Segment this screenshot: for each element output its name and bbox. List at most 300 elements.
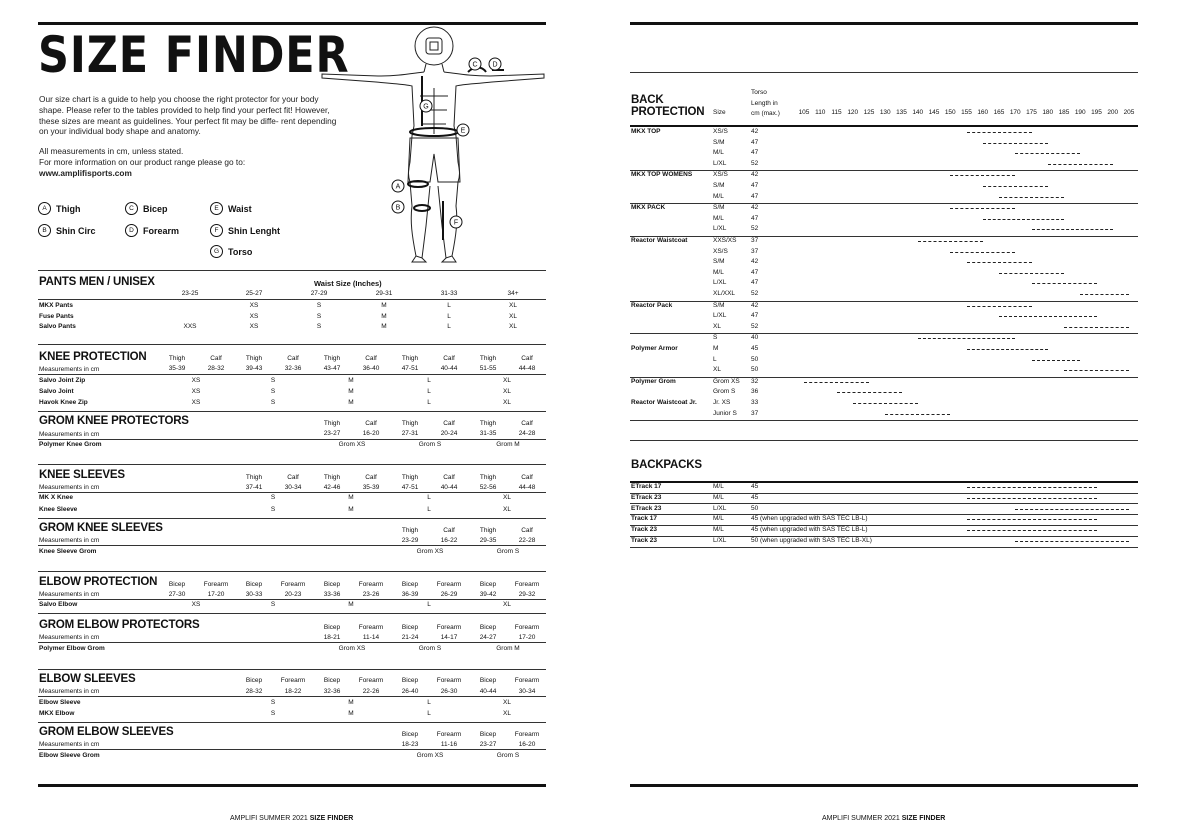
torso-cell: 45: [751, 493, 759, 501]
col-head: Forearm: [358, 624, 384, 631]
size-cell: S: [270, 388, 276, 395]
size-cell: M: [713, 345, 719, 352]
size-cell: L/XL: [713, 537, 727, 544]
col-head: Forearm: [203, 581, 229, 588]
range-cell: 32-36: [284, 365, 302, 372]
legend-letter: A: [38, 202, 51, 215]
legend-label: Bicep: [143, 203, 168, 214]
size-cell: XS: [191, 399, 201, 406]
bottom-rule-left: [38, 784, 546, 787]
col-head: Thigh: [245, 355, 263, 362]
size-range-bar: [999, 197, 1064, 198]
range-cell: 44-48: [518, 484, 536, 491]
divider: [630, 493, 1138, 494]
range-cell: 22-28: [518, 537, 536, 544]
col-head: Bicep: [401, 677, 419, 684]
range-cell: 35-39: [362, 484, 380, 491]
units-note: All measurements in cm, unless stated.: [39, 146, 184, 157]
product-name: Knee Sleeve: [39, 506, 78, 513]
size-cell: L: [427, 388, 431, 395]
scale-tick-label: 140: [912, 109, 924, 116]
torso-cell: 42: [751, 258, 759, 266]
range-cell: 23-29: [401, 537, 419, 544]
divider: [630, 481, 1138, 483]
range-cell: 36-39: [401, 591, 419, 598]
range-cell: 20-24: [440, 430, 458, 437]
size-range-bar: [1015, 153, 1080, 154]
figure-label-c: C: [472, 61, 478, 69]
range-cell: 37-41: [245, 484, 263, 491]
size-cell: L/XL: [713, 504, 727, 512]
col-head: Bicep: [401, 731, 419, 738]
size-cell: XS/S: [713, 247, 728, 255]
legend-thigh: [38, 202, 81, 215]
scale-tick-label: 125: [863, 109, 875, 116]
col-head: Calf: [521, 527, 533, 534]
range-cell: 26-30: [440, 688, 458, 695]
torso-cell: 36: [751, 388, 759, 396]
size-cell: M/L: [713, 214, 724, 222]
range-cell: 18-23: [401, 741, 419, 748]
footer-left: [230, 815, 353, 822]
size-cell: S/M: [713, 182, 725, 189]
size-range-bar: [1064, 327, 1129, 328]
col-head: Bicep: [323, 624, 341, 631]
torso-cell: 45 (when upgraded with SAS TEC LB-L): [751, 515, 868, 523]
pants-col-head: 34+: [507, 290, 519, 297]
torso-cell: 37: [751, 247, 759, 255]
size-cell: M: [348, 494, 354, 501]
legend-label: Torso: [228, 246, 253, 257]
size-cell: XS: [249, 323, 259, 330]
torso-cell: 50: [751, 355, 759, 363]
size-range-bar: [950, 175, 1015, 176]
size-range-bar: [1064, 370, 1129, 371]
col-head: Calf: [521, 355, 533, 362]
size-cell: XS/S: [713, 171, 728, 179]
torso-cell: 47: [751, 279, 759, 287]
scale-tick-label: 185: [1058, 109, 1070, 116]
size-cell: L: [447, 313, 451, 320]
size-cell: L: [427, 601, 431, 608]
size-cell: S/M: [713, 258, 725, 266]
legend-letter: D: [125, 224, 138, 237]
size-cell: L/XL: [713, 312, 727, 320]
size-cell: XL: [503, 506, 511, 513]
size-cell: M: [348, 699, 354, 706]
range-cell: 26-40: [401, 688, 419, 695]
figure-label-e: E: [460, 127, 466, 135]
size-cell: M: [348, 388, 354, 395]
product-name: MKX Elbow: [39, 710, 75, 717]
range-cell: 30-33: [245, 591, 263, 598]
size-cell: Grom XS: [338, 441, 366, 448]
size-cell: Grom XS: [338, 645, 366, 652]
scale-tick-label: 175: [1026, 109, 1037, 116]
size-cell: S: [270, 494, 276, 501]
size-cell: XL: [713, 322, 721, 330]
size-cell: S/M: [713, 204, 725, 212]
size-cell: Grom S: [713, 388, 736, 396]
legend-letter: G: [210, 245, 223, 258]
divider: [38, 439, 546, 440]
product-name: Reactor Waistcoat Jr.: [631, 399, 697, 406]
range-cell: 24-28: [518, 430, 536, 437]
size-cell: M: [381, 313, 387, 320]
range-cell: 29-32: [518, 591, 536, 598]
size-cell: Grom XS: [416, 752, 444, 759]
scale-tick-label: 165: [993, 109, 1005, 116]
top-rule-left: [38, 22, 546, 25]
range-cell: 39-42: [479, 591, 497, 598]
pants-title: PANTS MEN / UNISEX: [39, 276, 155, 288]
scale-tick-label: 200: [1107, 109, 1119, 116]
legend-shin-length: [210, 224, 280, 237]
size-cell: Jr. XS: [713, 399, 731, 406]
legend-letter: F: [210, 224, 223, 237]
size-cell: XS: [249, 302, 259, 309]
range-cell: 36-40: [362, 365, 380, 372]
divider: [38, 571, 546, 572]
measurements-note: Measurements in cm: [39, 537, 100, 544]
product-name: Fuse Pants: [39, 313, 74, 320]
product-name: Havok Knee Zip: [39, 399, 88, 406]
scale-tick-label: 120: [847, 109, 859, 116]
col-head: Forearm: [514, 624, 540, 631]
product-name: Salvo Joint Zip: [39, 377, 86, 384]
website-link[interactable]: www.amplifisports.com: [39, 167, 132, 178]
col-head: Thigh: [479, 527, 497, 534]
figure-label-d: D: [492, 61, 498, 69]
size-cell: XS: [191, 388, 201, 395]
size-cell: M/L: [713, 192, 724, 200]
col-head: Thigh: [479, 420, 497, 427]
torso-cell: 42: [751, 204, 759, 212]
size-cell: S: [316, 313, 322, 320]
size-cell: M: [348, 601, 354, 608]
scale-tick-label: 160: [977, 109, 989, 116]
size-range-bar: [967, 487, 1097, 488]
col-head: Thigh: [323, 474, 341, 481]
size-range-bar: [967, 498, 1097, 499]
divider: [38, 464, 546, 465]
divider: [630, 514, 1138, 515]
legend-shin-circ: [38, 224, 96, 237]
bottom-rule-right: [630, 784, 1138, 787]
col-head: Bicep: [168, 581, 186, 588]
divider: [38, 545, 546, 546]
back-protection-title: [631, 94, 704, 118]
size-cell: L: [427, 494, 431, 501]
col-head: Thigh: [401, 420, 419, 427]
range-cell: 44-48: [518, 365, 536, 372]
elbow-sleeves-title: ELBOW SLEEVES: [39, 673, 136, 685]
range-cell: 52-56: [479, 484, 497, 491]
size-cell: XXS/XS: [713, 237, 737, 244]
col-head: Calf: [443, 527, 455, 534]
knee-protection-title: KNEE PROTECTION: [39, 351, 147, 363]
size-cell: S: [270, 399, 276, 406]
range-cell: 24-27: [479, 634, 497, 641]
size-cell: S: [270, 710, 276, 717]
torso-cell: 33: [751, 399, 759, 406]
measurements-note: Measurements in cm: [39, 591, 100, 598]
legend-label: Shin Circ: [56, 225, 96, 236]
size-range-bar: [1032, 229, 1113, 230]
scale-tick-label: 115: [831, 109, 842, 116]
col-head: Bicep: [323, 677, 341, 684]
scale-tick-label: 155: [961, 109, 972, 116]
knee-sleeves-title: KNEE SLEEVES: [39, 469, 125, 481]
size-cell: XS: [249, 313, 259, 320]
figure-label-g: G: [423, 103, 429, 111]
size-cell: M: [348, 506, 354, 513]
size-cell: L: [427, 506, 431, 513]
col-head: Thigh: [401, 355, 419, 362]
range-cell: 21-24: [401, 634, 419, 641]
size-cell: S/M: [713, 138, 725, 146]
more-info-note: For more information on our product range please go to:: [39, 156, 246, 167]
size-range-bar: [1032, 283, 1097, 284]
legend-torso: [210, 245, 252, 258]
range-cell: 51-55: [479, 365, 497, 372]
torso-cell: 50: [751, 366, 759, 374]
range-cell: 27-31: [401, 430, 419, 437]
product-name: Salvo Joint: [39, 388, 74, 395]
size-cell: XS: [191, 601, 201, 608]
legend-bicep: [125, 202, 168, 215]
footer-title: SIZE FINDER: [309, 815, 354, 822]
product-name: Polymer Grom: [631, 377, 676, 385]
size-range-bar: [983, 219, 1064, 220]
pants-col-head: 27-29: [310, 290, 328, 297]
divider: [38, 492, 546, 493]
torso-cell: 50: [751, 504, 759, 512]
size-range-bar: [804, 382, 869, 383]
range-cell: 22-26: [362, 688, 380, 695]
torso-cell: 52: [751, 290, 759, 297]
divider: [630, 125, 1138, 127]
size-range-bar: [1048, 164, 1113, 165]
col-head: Calf: [443, 474, 455, 481]
col-head: Bicep: [479, 624, 497, 631]
product-name: MKX PACK: [631, 204, 666, 212]
backpacks-title: BACKPACKS: [631, 459, 702, 471]
size-cell: L/XL: [713, 279, 727, 287]
range-cell: 28-32: [245, 688, 263, 695]
col-head: Bicep: [245, 581, 263, 588]
col-head: Calf: [287, 355, 299, 362]
divider: [38, 749, 546, 750]
col-head: Calf: [365, 355, 377, 362]
back-title-line-1: BACK: [631, 94, 664, 106]
torso-cell: 47: [751, 312, 759, 320]
divider: [630, 333, 1138, 334]
product-name: MKX TOP WOMENS: [631, 171, 693, 179]
scale-tick-label: 190: [1074, 109, 1086, 116]
size-range-bar: [967, 519, 1097, 520]
size-range-bar: [983, 143, 1048, 144]
size-cell: L/XL: [713, 225, 727, 233]
size-range-bar: [967, 349, 1048, 350]
size-cell: XL: [509, 323, 517, 330]
page-title: SIZE FINDER: [38, 26, 350, 84]
size-cell: L: [447, 302, 451, 309]
product-name: MKX TOP: [631, 128, 661, 135]
size-cell: XL: [503, 601, 511, 608]
range-cell: 47-51: [401, 365, 419, 372]
scale-tick-label: 110: [815, 109, 826, 116]
product-name: Knee Sleeve Grom: [39, 548, 97, 555]
range-cell: 27-30: [168, 591, 186, 598]
size-range-bar: [1032, 360, 1081, 361]
col-head: Bicep: [401, 581, 419, 588]
range-cell: 28-32: [207, 365, 225, 372]
size-cell: Grom M: [496, 441, 520, 448]
torso-cell: 50 (when upgraded with SAS TEC LB-XL): [751, 537, 872, 544]
divider: [38, 599, 546, 600]
size-range-bar: [918, 338, 1016, 339]
size-cell: XL: [503, 494, 511, 501]
size-cell: Grom XS: [416, 548, 444, 555]
size-range-bar: [918, 241, 983, 242]
range-cell: 17-20: [518, 634, 536, 641]
col-head: Thigh: [479, 355, 497, 362]
range-cell: 33-36: [323, 591, 341, 598]
range-cell: 40-44: [479, 688, 497, 695]
range-cell: 30-34: [284, 484, 302, 491]
col-head: Thigh: [323, 355, 341, 362]
torso-head-line: cm (max.): [751, 110, 780, 117]
product-name: Polymer Armor: [631, 345, 678, 352]
divider: [38, 411, 546, 412]
size-range-bar: [1015, 541, 1129, 542]
col-head: Bicep: [401, 624, 419, 631]
size-range-bar: [1080, 294, 1129, 295]
divider: [38, 299, 546, 300]
torso-cell: 47: [751, 268, 759, 276]
col-head: Calf: [210, 355, 222, 362]
size-cell: S: [316, 302, 322, 309]
back-title-line-2: PROTECTION: [631, 106, 705, 118]
col-head: Forearm: [280, 581, 306, 588]
torso-cell: 37: [751, 237, 759, 244]
col-head: Calf: [521, 474, 533, 481]
product-name: Polymer Elbow Grom: [39, 645, 105, 652]
torso-cell: 47: [751, 182, 759, 189]
footer-right: [822, 815, 945, 822]
divider: [38, 613, 546, 614]
col-head: Bicep: [479, 581, 497, 588]
size-cell: XL/XXL: [713, 290, 736, 297]
col-head: Forearm: [436, 581, 462, 588]
divider: [630, 420, 1138, 421]
torso-cell: 42: [751, 128, 759, 135]
product-name: MKX Pants: [39, 302, 73, 309]
range-cell: 18-21: [323, 634, 341, 641]
measurements-note: Measurements in cm: [39, 366, 100, 373]
size-cell: XL: [503, 710, 511, 717]
col-head: Forearm: [514, 677, 540, 684]
scale-tick-label: 150: [944, 109, 956, 116]
divider: [630, 170, 1138, 171]
size-range-bar: [950, 252, 1015, 253]
product-name: Polymer Knee Grom: [39, 441, 102, 448]
range-cell: 17-20: [207, 591, 225, 598]
size-cell: L/XL: [713, 159, 727, 167]
size-cell: S: [270, 377, 276, 384]
range-cell: 42-46: [323, 484, 341, 491]
range-cell: 16-22: [440, 537, 458, 544]
range-cell: 31-35: [479, 430, 497, 437]
legend-letter: E: [210, 202, 223, 215]
size-cell: L: [447, 323, 451, 330]
torso-cell: 52: [751, 159, 759, 167]
intro-text: [39, 94, 339, 179]
size-range-bar: [1015, 509, 1129, 510]
size-range-bar: [967, 132, 1032, 133]
product-name: ETrack 17: [631, 483, 662, 490]
col-head: Calf: [443, 420, 455, 427]
col-head: Bicep: [323, 581, 341, 588]
product-name: Track 17: [631, 515, 658, 523]
divider: [630, 547, 1138, 548]
size-cell: L: [427, 699, 431, 706]
size-cell: S/M: [713, 301, 725, 309]
col-head: Thigh: [168, 355, 186, 362]
divider: [630, 503, 1138, 504]
divider: [630, 72, 1138, 73]
product-name: ETrack 23: [631, 493, 662, 501]
range-cell: 20-23: [284, 591, 302, 598]
pants-col-head: 31-33: [440, 290, 458, 297]
product-name: Salvo Pants: [39, 323, 76, 330]
size-cell: M/L: [713, 526, 724, 534]
torso-cell: 47: [751, 192, 759, 200]
divider: [38, 696, 546, 697]
col-head: Forearm: [514, 731, 540, 738]
range-cell: 40-44: [440, 365, 458, 372]
col-head: Calf: [365, 420, 377, 427]
size-range-bar: [885, 414, 950, 415]
divider: [630, 377, 1138, 378]
size-range-bar: [999, 316, 1097, 317]
grom-knee-protectors-title: GROM KNEE PROTECTORS: [39, 415, 189, 427]
range-cell: 35-39: [168, 365, 186, 372]
legend-letter: B: [38, 224, 51, 237]
size-range-bar: [967, 306, 1032, 307]
range-cell: 26-29: [440, 591, 458, 598]
product-name: Elbow Sleeve: [39, 699, 81, 706]
size-cell: M: [348, 377, 354, 384]
size-cell: XS: [191, 377, 201, 384]
size-cell: S: [713, 334, 718, 342]
scale-tick-label: 195: [1091, 109, 1102, 116]
scale-tick-label: 145: [928, 109, 940, 116]
size-cell: XL: [503, 699, 511, 706]
range-cell: 30-34: [518, 688, 536, 695]
divider: [630, 525, 1138, 526]
top-rule-right: [630, 22, 1138, 25]
divider: [38, 518, 546, 519]
col-head: Calf: [287, 474, 299, 481]
legend-forearm: [125, 224, 179, 237]
col-head: Bicep: [479, 731, 497, 738]
product-name: Reactor Pack: [631, 301, 673, 309]
legend-waist: [210, 202, 252, 215]
range-cell: 23-27: [323, 430, 341, 437]
range-cell: 16-20: [362, 430, 380, 437]
